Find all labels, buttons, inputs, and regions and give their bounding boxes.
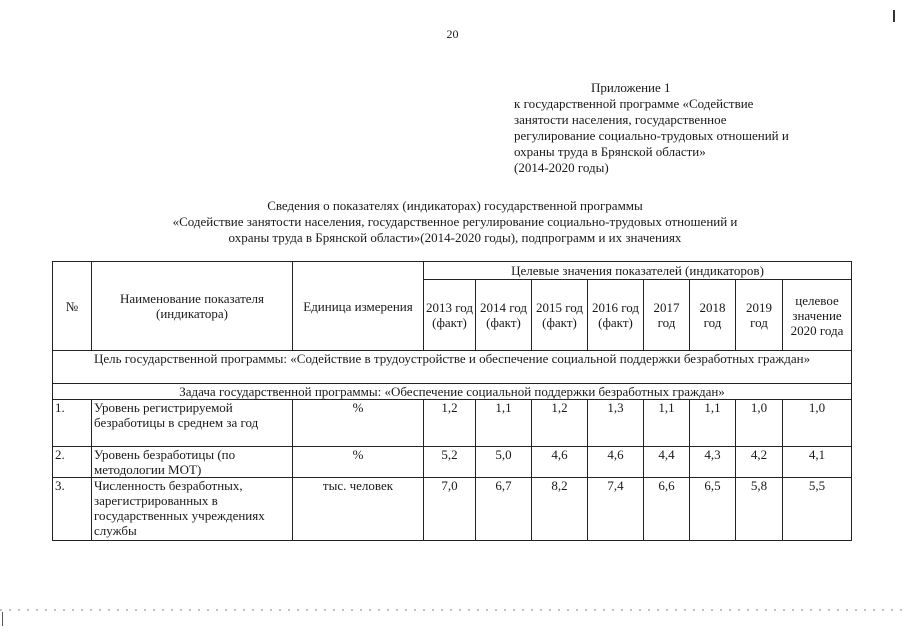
value-2019: 4,2 [736,447,783,478]
scan-edge-mark [893,10,895,22]
value-2017: 4,4 [644,447,690,478]
table-row [53,478,852,541]
value-2020-target: 5,5 [783,478,852,541]
indicator-unit: % [293,447,424,478]
value-2020-target: 1,0 [783,400,852,447]
header-unit: Единица измерения [293,262,424,351]
header-year-2013: 2013 год (факт) [424,280,476,351]
appendix-line: занятости населения, государственное [514,112,727,127]
appendix-line: охраны труда в Брянской области» [514,144,706,159]
indicator-name: Уровень безработицы (по методологии МОТ) [92,447,293,478]
table-row [53,400,852,447]
program-goal-row: Цель государственной программы: «Содействие в трудоустройстве и обеспечение социальной поддержки безработных граждан» [53,351,852,384]
row-number: 1. [53,400,92,447]
value-2018: 4,3 [690,447,736,478]
value-2015: 8,2 [532,478,588,541]
scan-artifact-dotted-line [0,609,905,611]
header-year-2018: 2018 год [690,280,736,351]
value-2014: 5,0 [476,447,532,478]
value-2013: 5,2 [424,447,476,478]
appendix-line: регулирование социально-трудовых отношений и [514,128,789,143]
header-target-2020: целевое значение 2020 года [783,280,852,351]
page-number: 20 [446,27,459,41]
header-year-2014: 2014 год (факт) [476,280,532,351]
appendix-line: к государственной программе «Содействие [514,96,754,111]
header-no: № [53,262,92,351]
heading-line: «Содействие занятости населения, государственное регулирование социально-трудовых отношений и [172,214,738,229]
value-2017: 1,1 [644,400,690,447]
header-year-2019: 2019 год [736,280,783,351]
indicator-name: Численность безработных, зарегистрированных в государственных учреждениях службы [92,478,293,541]
scan-edge-mark [2,612,3,626]
row-number: 2. [53,447,92,478]
document-heading [100,198,810,246]
value-2013: 7,0 [424,478,476,541]
indicators-table [52,261,852,541]
value-2018: 6,5 [690,478,736,541]
value-2019: 1,0 [736,400,783,447]
heading-line: Сведения о показателях (индикаторах) государственной программы [267,198,643,213]
header-year-2017: 2017 год [644,280,690,351]
value-2017: 6,6 [644,478,690,541]
value-2019: 5,8 [736,478,783,541]
appendix-block [514,80,874,176]
appendix-line: (2014-2020 годы) [514,160,609,175]
indicator-unit: % [293,400,424,447]
header-year-2015: 2015 год (факт) [532,280,588,351]
row-number: 3. [53,478,92,541]
value-2014: 6,7 [476,478,532,541]
value-2015: 1,2 [532,400,588,447]
program-task-row: Задача государственной программы: «Обеспечение социальной поддержки безработных граждан» [53,384,852,400]
indicator-unit: тыс. человек [293,478,424,541]
value-2016: 7,4 [588,478,644,541]
table-row [53,447,852,478]
header-year-2016: 2016 год (факт) [588,280,644,351]
header-indicator-name: Наименование показателя (индикатора) [92,262,293,351]
heading-line: охраны труда в Брянской области»(2014-2020 годы), подпрограмм и их значениях [228,230,682,245]
value-2020-target: 4,1 [783,447,852,478]
value-2018: 1,1 [690,400,736,447]
appendix-title: Приложение 1 [591,80,671,95]
header-target-values: Целевые значения показателей (индикаторов) [424,262,852,280]
value-2016: 1,3 [588,400,644,447]
value-2014: 1,1 [476,400,532,447]
value-2015: 4,6 [532,447,588,478]
value-2013: 1,2 [424,400,476,447]
value-2016: 4,6 [588,447,644,478]
indicator-name: Уровень регистрируемой безработицы в среднем за год [92,400,293,447]
